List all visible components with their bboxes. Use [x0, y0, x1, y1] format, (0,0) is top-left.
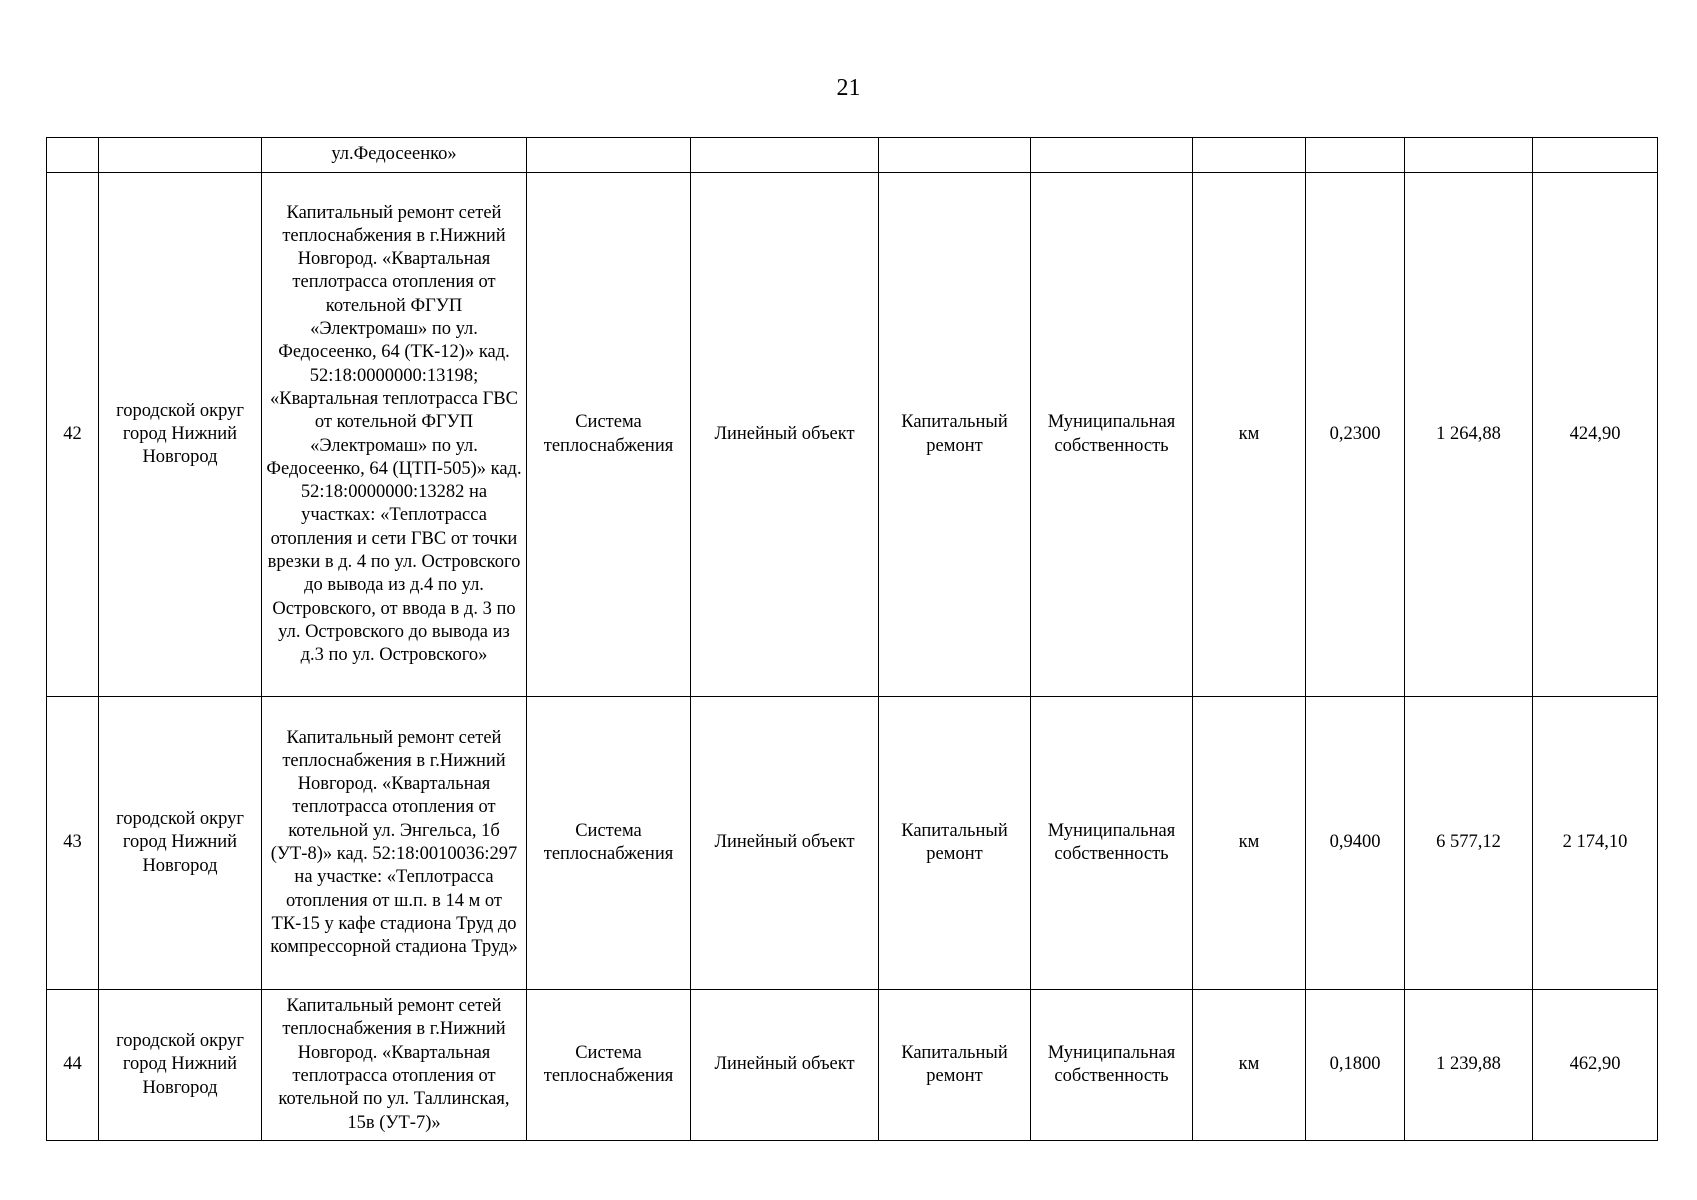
cell-length: 0,1800 — [1306, 990, 1405, 1141]
cell-system: Система теплоснабжения — [527, 990, 691, 1141]
cell-num — [47, 138, 99, 173]
cell-ownership: Муниципальная собственность — [1031, 990, 1193, 1141]
cell-cost: 1 239,88 — [1405, 990, 1533, 1141]
cell-amount: 462,90 — [1533, 990, 1658, 1141]
cell-length: 0,9400 — [1306, 697, 1405, 990]
cell-object-type: Линейный объект — [691, 990, 879, 1141]
cell-work-type: Капитальный ремонт — [879, 990, 1031, 1141]
cell-territory — [99, 138, 262, 173]
cell-description: ул.Федосеенко» — [262, 138, 527, 173]
cell-num: 44 — [47, 990, 99, 1141]
cell-system — [527, 138, 691, 173]
cell-object-type: Линейный объект — [691, 697, 879, 990]
cell-amount: 424,90 — [1533, 173, 1658, 697]
cell-territory: городской округ город Нижний Новгород — [99, 990, 262, 1141]
table-row — [47, 990, 1658, 1141]
cell-amount — [1533, 138, 1658, 173]
cell-unit — [1193, 138, 1306, 173]
cell-length: 0,2300 — [1306, 173, 1405, 697]
cell-amount: 2 174,10 — [1533, 697, 1658, 990]
cell-unit: км — [1193, 697, 1306, 990]
cell-unit: км — [1193, 173, 1306, 697]
table-row — [47, 138, 1658, 173]
cell-object-type — [691, 138, 879, 173]
table-row — [47, 173, 1658, 697]
cell-system: Система теплоснабжения — [527, 173, 691, 697]
cell-territory: городской округ город Нижний Новгород — [99, 173, 262, 697]
cell-description: Капитальный ремонт сетей теплоснабжения в г.Нижний Новгород. «Квартальная теплотрасса отопления от котельной ул. Энгельса, 1б (УТ-8)» кад. 52:18:0010036:297 на участке: «Теплотрасса отопления от ш.п. в 14 м от ТК-15 у кафе стадиона Труд до компрессорной стадиона Труд» — [262, 697, 527, 990]
cell-ownership: Муниципальная собственность — [1031, 697, 1193, 990]
cell-num: 42 — [47, 173, 99, 697]
cell-territory: городской округ город Нижний Новгород — [99, 697, 262, 990]
cell-object-type: Линейный объект — [691, 173, 879, 697]
cell-work-type: Капитальный ремонт — [879, 697, 1031, 990]
cell-description: Капитальный ремонт сетей теплоснабжения в г.Нижний Новгород. «Квартальная теплотрасса отопления от котельной ФГУП «Электромаш» по ул. Федосеенко, 64 (ТК-12)» кад. 52:18:0000000:13198; «Квартальная теплотрасса ГВС от котельной ФГУП «Электромаш» по ул. Федосеенко, 64 (ЦТП-505)» кад. 52:18:0000000:13282 на участках: «Теплотрасса отопления и сети ГВС от точки врезки в д. 4 по ул. Островского до вывода из д.4 по ул. Островского, от ввода в д. 3 по ул. Островского до вывода из д.3 по ул. Островского» — [262, 173, 527, 697]
cell-cost — [1405, 138, 1533, 173]
cell-ownership — [1031, 138, 1193, 173]
cell-work-type — [879, 138, 1031, 173]
cell-ownership: Муниципальная собственность — [1031, 173, 1193, 697]
page-number: 21 — [836, 75, 861, 101]
cell-num: 43 — [47, 697, 99, 990]
cell-description: Капитальный ремонт сетей теплоснабжения в г.Нижний Новгород. «Квартальная теплотрасса отопления от котельной по ул. Таллинская, 15в (УТ-7)» — [262, 990, 527, 1141]
cell-unit: км — [1193, 990, 1306, 1141]
cell-cost: 1 264,88 — [1405, 173, 1533, 697]
table-row — [47, 697, 1658, 990]
cell-length — [1306, 138, 1405, 173]
register-table — [46, 137, 1658, 1141]
cell-cost: 6 577,12 — [1405, 697, 1533, 990]
cell-system: Система теплоснабжения — [527, 697, 691, 990]
cell-work-type: Капитальный ремонт — [879, 173, 1031, 697]
